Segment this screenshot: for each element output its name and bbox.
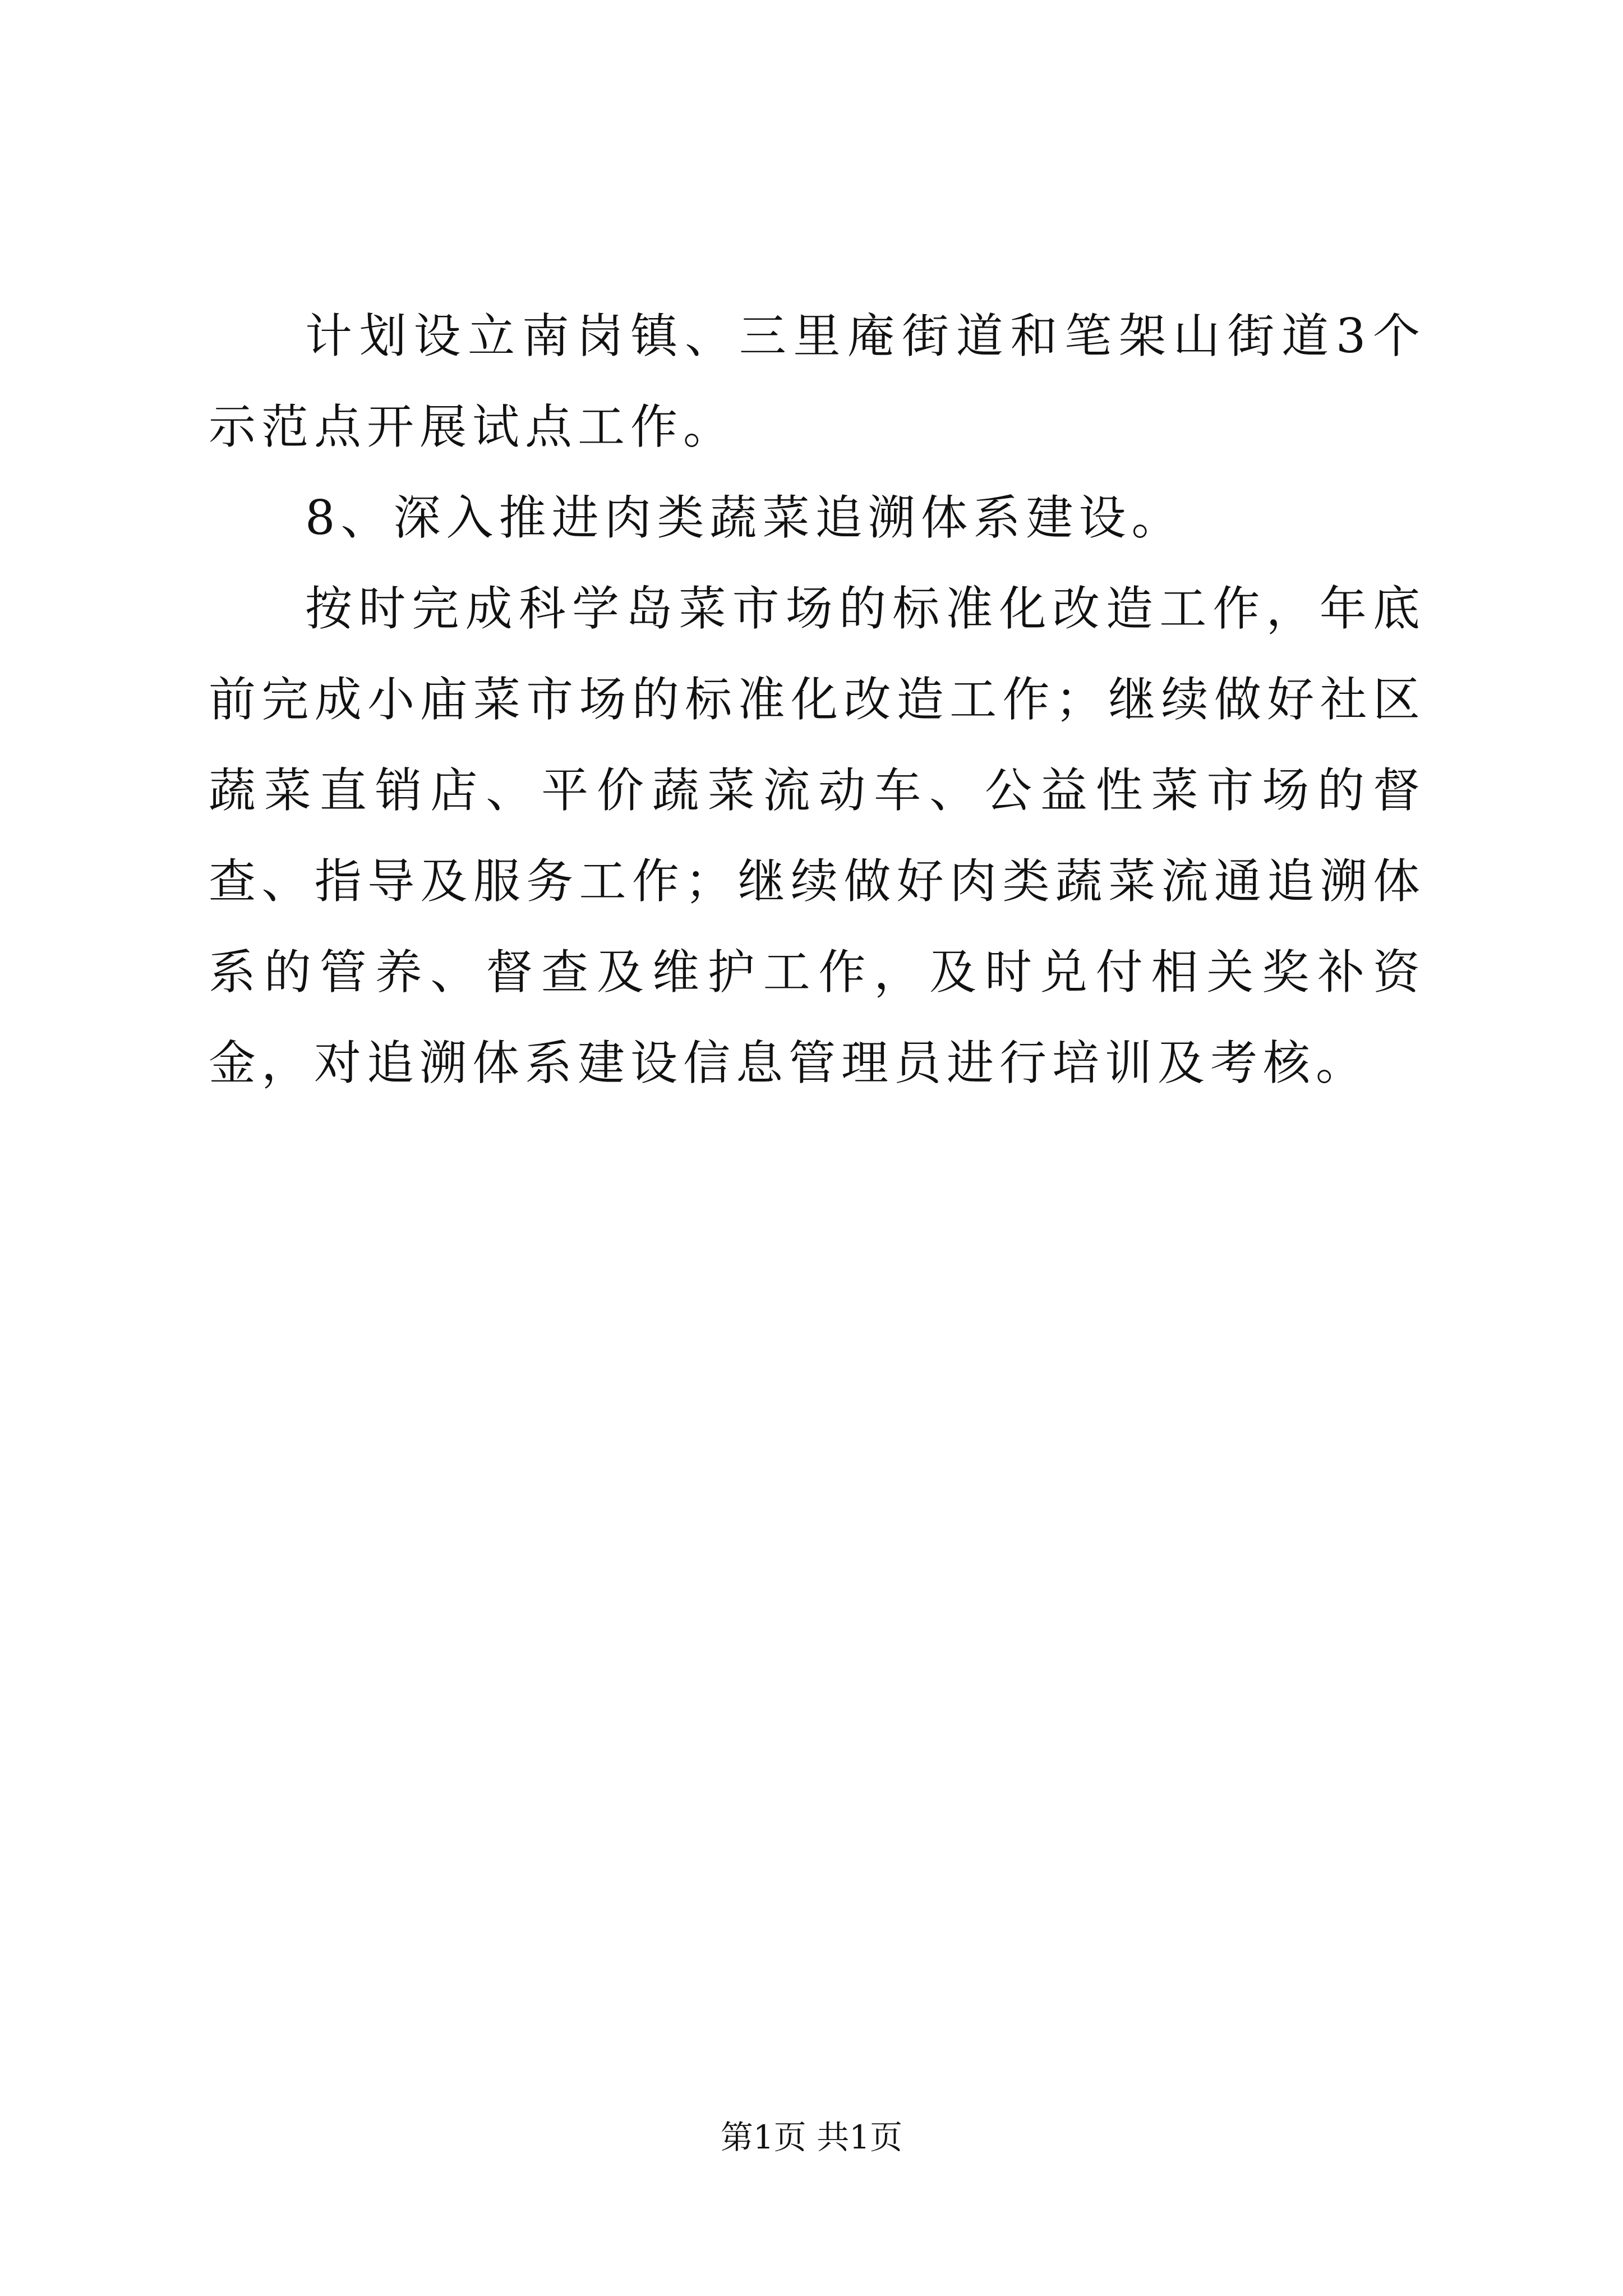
paragraph-heading-traceability: 8、深入推进肉类蔬菜追溯体系建设。 [305, 490, 1184, 545]
page-footer: 第1页 共1页 [720, 2118, 903, 2156]
document-body [209, 291, 1426, 1108]
paragraph-market-renovation: 按时完成科学岛菜市场的标准化改造工作，年底前完成小庙菜市场的标准化改造工作；继续做好社区蔬菜直销店、平价蔬菜流动车、公益性菜市场的督查、指导及服务工作；继续做好肉类蔬菜流通追溯体系的管养、督查及维护工作，及时兑付相关奖补资金，对追溯体系建设信息管理员进行培训及考核。 [209, 581, 1426, 1091]
paragraph-pilot-sites: 计划设立南岗镇、三里庵街道和笔架山街道3个示范点开展试点工作。 [209, 309, 1426, 454]
